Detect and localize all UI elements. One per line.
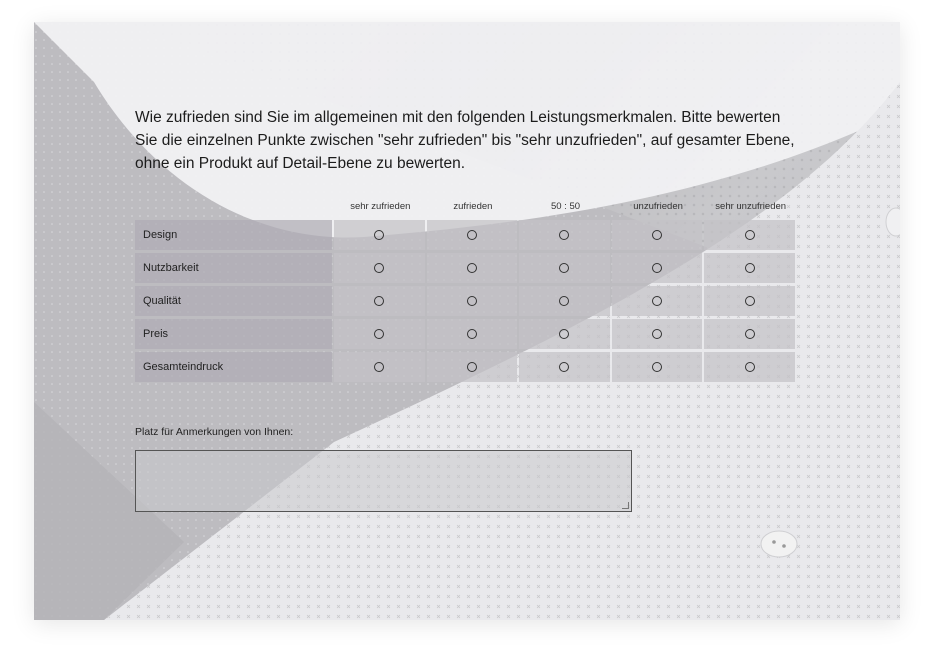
matrix-row-qualitaet [135, 286, 797, 316]
option-cell[interactable] [612, 253, 703, 283]
survey-content [135, 106, 797, 438]
option-cell[interactable] [519, 286, 610, 316]
option-cell[interactable] [334, 220, 425, 250]
scale-label: unzufrieden [633, 200, 683, 212]
radio-button[interactable] [467, 329, 477, 339]
option-cell[interactable] [612, 220, 703, 250]
option-cell[interactable] [704, 319, 795, 349]
radio-button[interactable] [467, 362, 477, 372]
row-label: Gesamteindruck [135, 352, 332, 382]
matrix-row-design [135, 220, 797, 250]
radio-button[interactable] [745, 329, 755, 339]
option-cell[interactable] [334, 352, 425, 382]
option-cell[interactable] [427, 352, 518, 382]
radio-button[interactable] [374, 263, 384, 273]
option-cell[interactable] [334, 319, 425, 349]
option-cell[interactable] [427, 220, 518, 250]
option-cell[interactable] [704, 220, 795, 250]
option-cell[interactable] [704, 286, 795, 316]
option-cell[interactable] [427, 253, 518, 283]
option-cell[interactable] [427, 286, 518, 316]
radio-button[interactable] [652, 263, 662, 273]
option-cell[interactable] [334, 286, 425, 316]
row-label: Preis [135, 319, 332, 349]
option-cell[interactable] [612, 286, 703, 316]
question-text: Wie zufrieden sind Sie im allgemeinen mit den folgenden Leistungsmerkmalen. Bitte bewerten Sie die einzelnen Punkte zwischen "sehr zufrieden" bis "sehr unzufrieden", auf gesamter Ebene, ohne ein Produkt auf Detail-Ebene zu bewerten. [135, 109, 795, 172]
radio-button[interactable] [467, 263, 477, 273]
matrix-row-gesamteindruck [135, 352, 797, 382]
resize-handle-icon[interactable] [622, 502, 629, 509]
option-cell[interactable] [704, 352, 795, 382]
radio-button[interactable] [467, 296, 477, 306]
radio-button[interactable] [745, 362, 755, 372]
option-cell[interactable] [334, 253, 425, 283]
radio-button[interactable] [374, 230, 384, 240]
radio-button[interactable] [559, 263, 569, 273]
rating-matrix [135, 196, 797, 382]
radio-button[interactable] [467, 230, 477, 240]
option-cell[interactable] [519, 220, 610, 250]
matrix-row-nutzbarkeit [135, 253, 797, 283]
option-cell[interactable] [612, 352, 703, 382]
scale-label: sehr unzufrieden [715, 200, 787, 212]
scale-header [135, 196, 797, 216]
radio-button[interactable] [652, 296, 662, 306]
option-cell[interactable] [612, 319, 703, 349]
radio-button[interactable] [652, 329, 662, 339]
option-cell[interactable] [519, 319, 610, 349]
radio-button[interactable] [559, 329, 569, 339]
scale-label: 50 : 50 [550, 200, 581, 212]
radio-button[interactable] [374, 329, 384, 339]
remarks-label: Platz für Anmerkungen von Ihnen: [135, 426, 294, 438]
survey-card [34, 22, 900, 620]
row-label: Design [135, 220, 332, 250]
option-cell[interactable] [704, 253, 795, 283]
option-cell[interactable] [519, 352, 610, 382]
option-cell[interactable] [427, 319, 518, 349]
radio-button[interactable] [652, 362, 662, 372]
matrix-row-preis [135, 319, 797, 349]
scale-label: zufrieden [453, 200, 493, 212]
radio-button[interactable] [745, 263, 755, 273]
radio-button[interactable] [745, 296, 755, 306]
radio-button[interactable] [559, 296, 569, 306]
radio-button[interactable] [745, 230, 755, 240]
remarks-textarea[interactable] [135, 450, 632, 512]
scale-label: sehr zufrieden [350, 200, 411, 212]
radio-button[interactable] [652, 230, 662, 240]
radio-button[interactable] [559, 362, 569, 372]
radio-button[interactable] [374, 296, 384, 306]
row-label: Nutzbarkeit [135, 253, 332, 283]
row-label: Qualität [135, 286, 332, 316]
option-cell[interactable] [519, 253, 610, 283]
radio-button[interactable] [559, 230, 569, 240]
radio-button[interactable] [374, 362, 384, 372]
